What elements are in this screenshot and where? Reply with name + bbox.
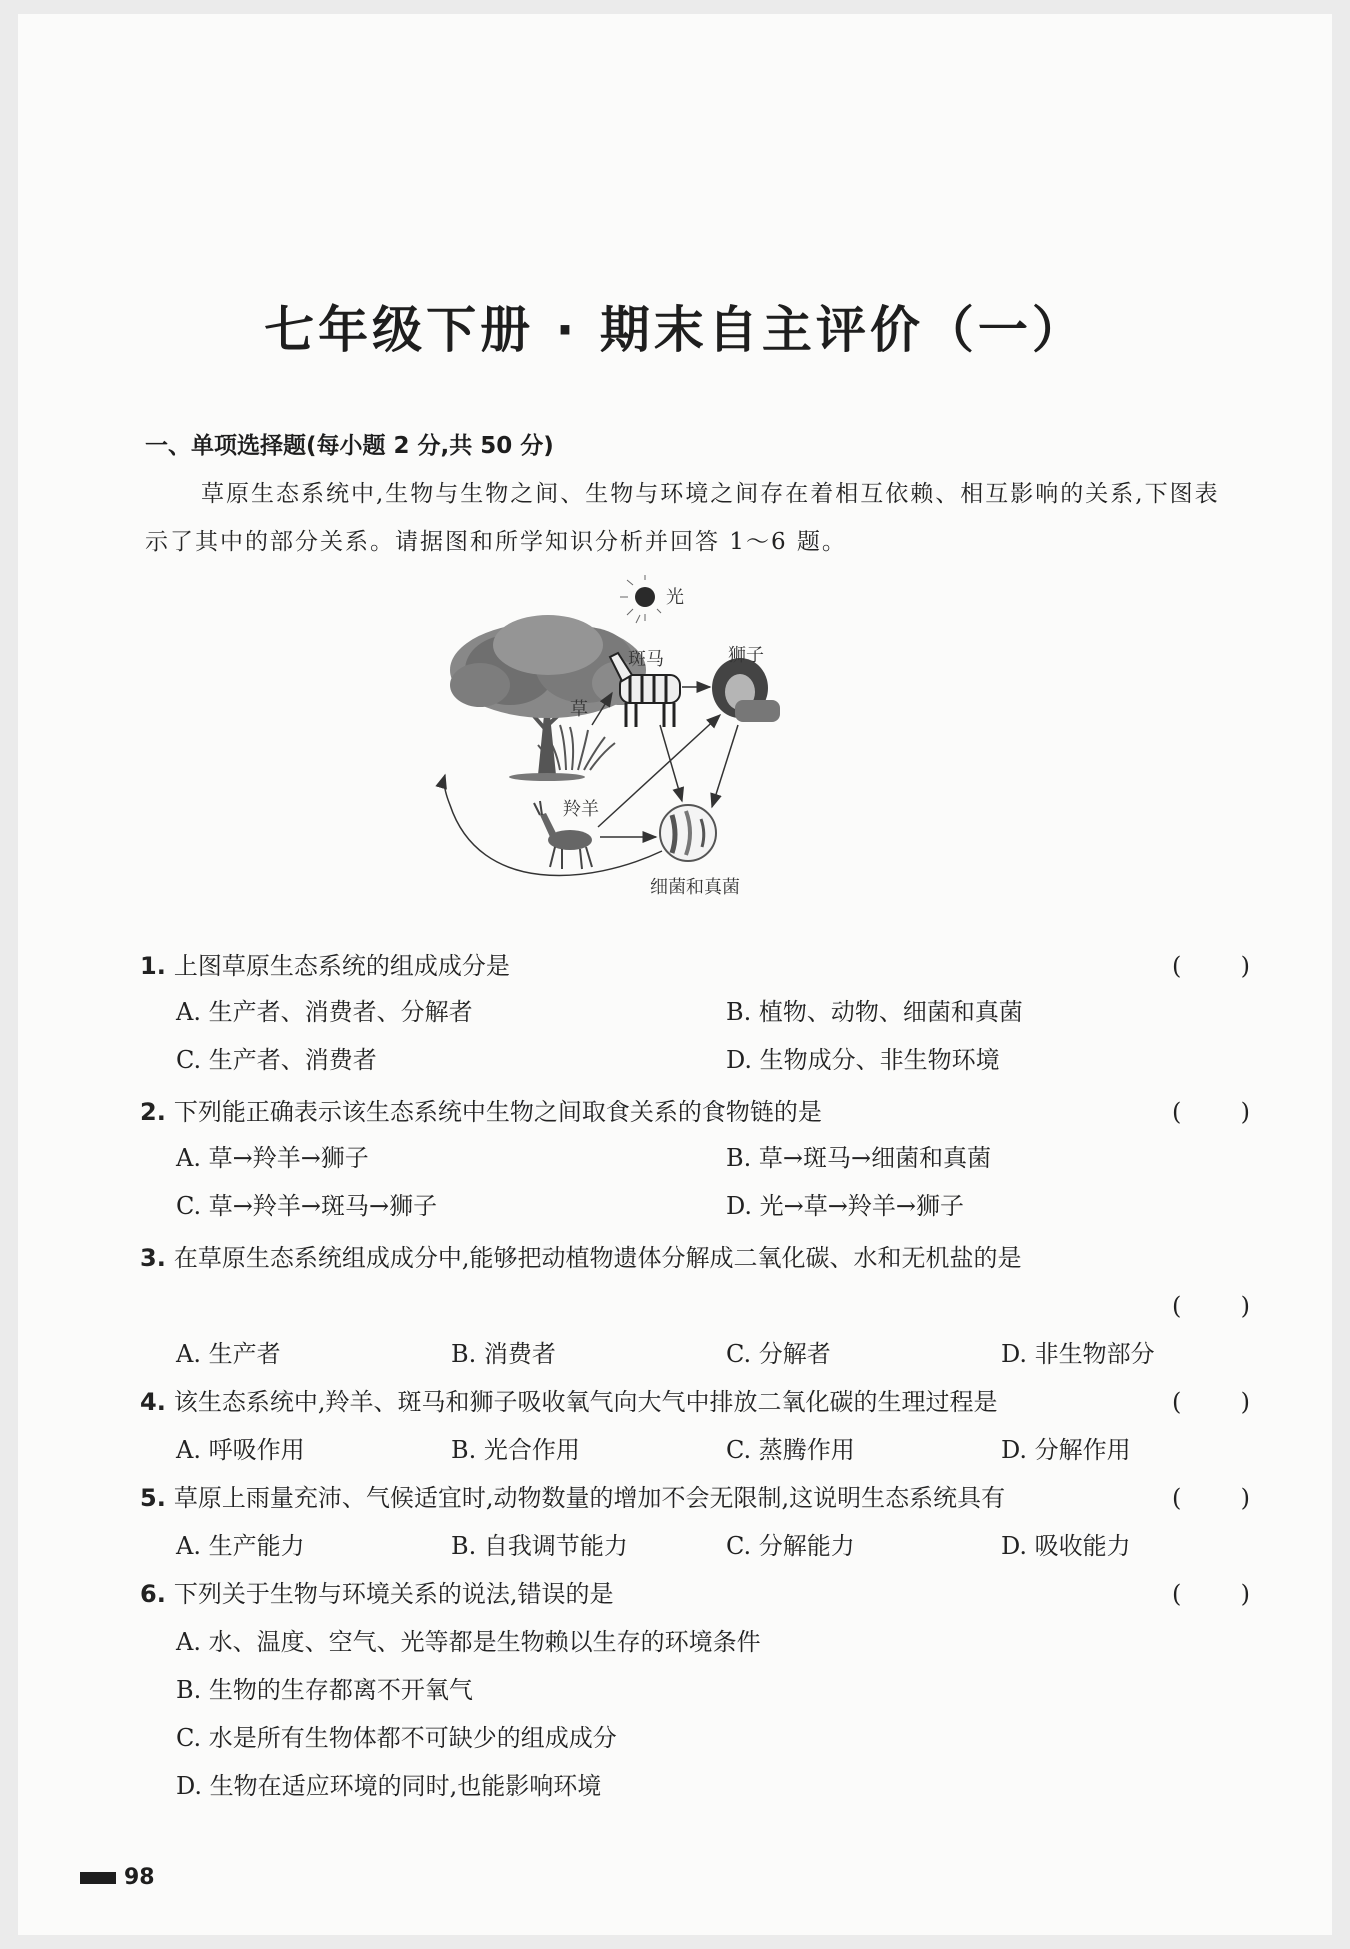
label-zebra: 斑马 bbox=[628, 649, 664, 670]
lion-icon bbox=[712, 658, 780, 722]
option-4a[interactable]: A. 呼吸作用 bbox=[176, 1436, 305, 1464]
question-3-number: 3. bbox=[140, 1244, 166, 1272]
arrow-decomposers-to-tree bbox=[444, 775, 662, 876]
question-1 bbox=[140, 946, 1250, 986]
option-3c[interactable]: C. 分解者 bbox=[726, 1340, 831, 1368]
option-2b[interactable]: B. 草→斑马→细菌和真菌 bbox=[726, 1144, 992, 1172]
tree-icon bbox=[450, 615, 648, 781]
option-2c[interactable]: C. 草→羚羊→斑马→狮子 bbox=[176, 1192, 438, 1220]
answer-blank-6[interactable]: ( ) bbox=[1172, 1580, 1250, 1608]
sun-icon bbox=[620, 575, 661, 623]
option-4c[interactable]: C. 蒸腾作用 bbox=[726, 1436, 855, 1464]
label-decomposers: 细菌和真菌 bbox=[650, 877, 740, 898]
question-6-stem: 下列关于生物与环境关系的说法,错误的是 bbox=[173, 1580, 614, 1608]
intro-paragraph: 草原生态系统中,生物与生物之间、生物与环境之间存在着相互依赖、相互影响的关系,下图表示了其中的部分关系。请据图和所学知识分析并回答 1～6 题。 bbox=[145, 481, 1220, 555]
answer-blank-1[interactable]: ( ) bbox=[1172, 952, 1250, 980]
label-grass: 草 bbox=[570, 699, 588, 720]
option-3a[interactable]: A. 生产者 bbox=[176, 1340, 281, 1368]
option-1c[interactable]: C. 生产者、消费者 bbox=[176, 1046, 377, 1074]
answer-blank-4[interactable]: ( ) bbox=[1172, 1388, 1250, 1416]
ecosystem-diagram bbox=[420, 575, 980, 925]
question-1-stem: 上图草原生态系统的组成成分是 bbox=[173, 952, 510, 980]
section-heading: 一、单项选择题(每小题 2 分,共 50 分) bbox=[145, 433, 554, 459]
option-5b[interactable]: B. 自我调节能力 bbox=[451, 1532, 628, 1560]
option-3b[interactable]: B. 消费者 bbox=[451, 1340, 556, 1368]
question-2-number: 2. bbox=[140, 1098, 166, 1126]
question-2 bbox=[140, 1092, 1250, 1132]
question-4 bbox=[140, 1382, 1250, 1422]
page-title: 七年级下册 · 期末自主评价（一） bbox=[264, 301, 1086, 359]
option-1a[interactable]: A. 生产者、消费者、分解者 bbox=[176, 998, 473, 1026]
question-4-number: 4. bbox=[140, 1388, 166, 1416]
option-5d[interactable]: D. 吸收能力 bbox=[1001, 1532, 1131, 1560]
question-3-stem: 在草原生态系统组成成分中,能够把动植物遗体分解成二氧化碳、水和无机盐的是 bbox=[173, 1244, 1022, 1272]
page-number: 98 bbox=[124, 1865, 155, 1890]
label-lion: 狮子 bbox=[728, 645, 764, 666]
option-6a[interactable]: A. 水、温度、空气、光等都是生物赖以生存的环境条件 bbox=[176, 1628, 761, 1656]
question-6-number: 6. bbox=[140, 1580, 166, 1608]
option-1d[interactable]: D. 生物成分、非生物环境 bbox=[726, 1046, 1000, 1074]
label-antelope: 羚羊 bbox=[563, 799, 599, 820]
question-1-number: 1. bbox=[140, 952, 166, 980]
arrow-lion-to-decomposers bbox=[712, 725, 738, 807]
option-6b[interactable]: B. 生物的生存都离不开氧气 bbox=[176, 1676, 473, 1704]
question-5-number: 5. bbox=[140, 1484, 166, 1512]
option-4b[interactable]: B. 光合作用 bbox=[451, 1436, 580, 1464]
question-2-stem: 下列能正确表示该生态系统中生物之间取食关系的食物链的是 bbox=[173, 1098, 822, 1126]
page-footer bbox=[80, 1865, 155, 1890]
option-5c[interactable]: C. 分解能力 bbox=[726, 1532, 855, 1560]
question-4-stem: 该生态系统中,羚羊、斑马和狮子吸收氧气向大气中排放二氧化碳的生理过程是 bbox=[173, 1388, 998, 1416]
option-3d[interactable]: D. 非生物部分 bbox=[1001, 1340, 1155, 1368]
question-5-stem: 草原上雨量充沛、气候适宜时,动物数量的增加不会无限制,这说明生态系统具有 bbox=[173, 1484, 1006, 1512]
option-1b[interactable]: B. 植物、动物、细菌和真菌 bbox=[726, 998, 1023, 1026]
question-5 bbox=[140, 1478, 1250, 1518]
label-light: 光 bbox=[666, 587, 684, 608]
question-6 bbox=[140, 1574, 1250, 1614]
option-6d[interactable]: D. 生物在适应环境的同时,也能影响环境 bbox=[176, 1772, 602, 1800]
option-2d[interactable]: D. 光→草→羚羊→狮子 bbox=[726, 1192, 964, 1220]
arrow-zebra-to-decomposers bbox=[660, 725, 682, 801]
bacteria-fungi-icon bbox=[660, 805, 716, 861]
option-5a[interactable]: A. 生产能力 bbox=[176, 1532, 305, 1560]
option-2a[interactable]: A. 草→羚羊→狮子 bbox=[176, 1144, 369, 1172]
footer-bar-icon bbox=[80, 1872, 116, 1884]
option-4d[interactable]: D. 分解作用 bbox=[1001, 1436, 1131, 1464]
question-3 bbox=[140, 1238, 1250, 1320]
answer-blank-2[interactable]: ( ) bbox=[1172, 1098, 1250, 1126]
answer-blank-5[interactable]: ( ) bbox=[1172, 1484, 1250, 1512]
option-6c[interactable]: C. 水是所有生物体都不可缺少的组成成分 bbox=[176, 1724, 617, 1752]
answer-blank-3[interactable]: ( ) bbox=[1172, 1292, 1250, 1320]
